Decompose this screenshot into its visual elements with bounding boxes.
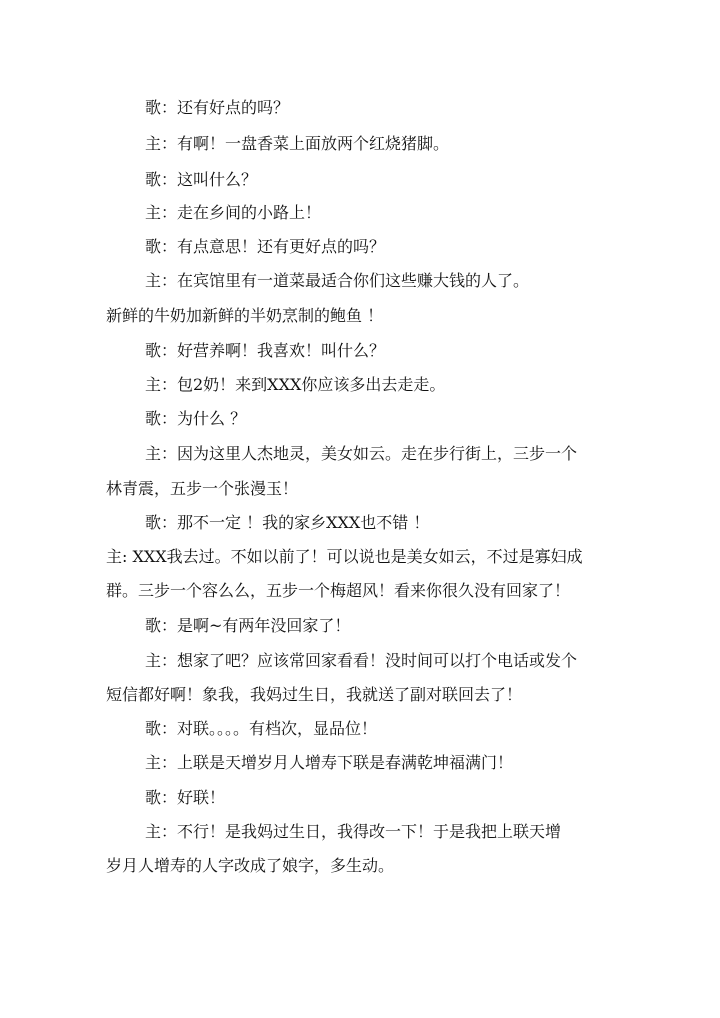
dialogue-line-16: 歌：是啊~有两年没回家了！ — [145, 616, 351, 635]
dialogue-line-22: 主：不行！是我妈过生日，我得改一下！于是我把上联天增 — [145, 822, 562, 841]
dialogue-line-10: 歌：为什么 ？ — [145, 409, 247, 428]
dialogue-line-2: 主：有啊！一盘香菜上面放两个红烧猪脚。 — [145, 134, 450, 153]
dialogue-line-15: 群。三步一个容么么，五步一个梅超风！看来你很久没有回家了！ — [106, 581, 571, 600]
dialogue-line-7: 新鲜的牛奶加新鲜的半奶烹制的鲍鱼 ！ — [106, 306, 384, 325]
dialogue-line-8: 歌：好营养啊！我喜欢！叫什么？ — [145, 341, 386, 360]
dialogue-line-9: 主：包2奶！来到XXX你应该多出去走走。 — [145, 375, 446, 394]
dialogue-line-11: 主：因为这里人杰地灵，美女如云。走在步行街上，三步一个 — [145, 444, 578, 463]
dialogue-line-4: 主：走在乡间的小路上！ — [145, 203, 322, 222]
dialogue-line-23: 岁月人增寿的人字改成了娘字，多生动。 — [106, 856, 395, 875]
dialogue-line-3: 歌：这叫什么？ — [145, 170, 258, 189]
dialogue-line-18: 短信都好啊！象我，我妈过生日，我就送了副对联回去了！ — [106, 685, 523, 704]
dialogue-line-14: 主: XXX我去过。不如以前了！可以说也是美女如云，不过是寡妇成 — [106, 547, 583, 566]
dialogue-line-20: 主：上联是天增岁月人增寿下联是春满乾坤福满门！ — [145, 753, 514, 772]
dialogue-line-1: 歌：还有好点的吗？ — [145, 98, 290, 117]
dialogue-line-5: 歌：有点意思！还有更好点的吗？ — [145, 237, 386, 256]
dialogue-line-12: 林青震，五步一个张漫玉！ — [106, 479, 299, 498]
dialogue-line-21: 歌：好联！ — [145, 788, 226, 807]
dialogue-line-19: 歌：对联。。。。有档次，显品位！ — [145, 719, 378, 738]
dialogue-line-13: 歌：那不一定 ！我的家乡XXX也不错 ！ — [145, 513, 430, 532]
dialogue-line-17: 主：想家了吧？应该常回家看看！没时间可以打个电话或发个 — [145, 651, 578, 670]
dialogue-line-6: 主：在宾馆里有一道菜最适合你们这些赚大钱的人了。 — [145, 271, 530, 290]
